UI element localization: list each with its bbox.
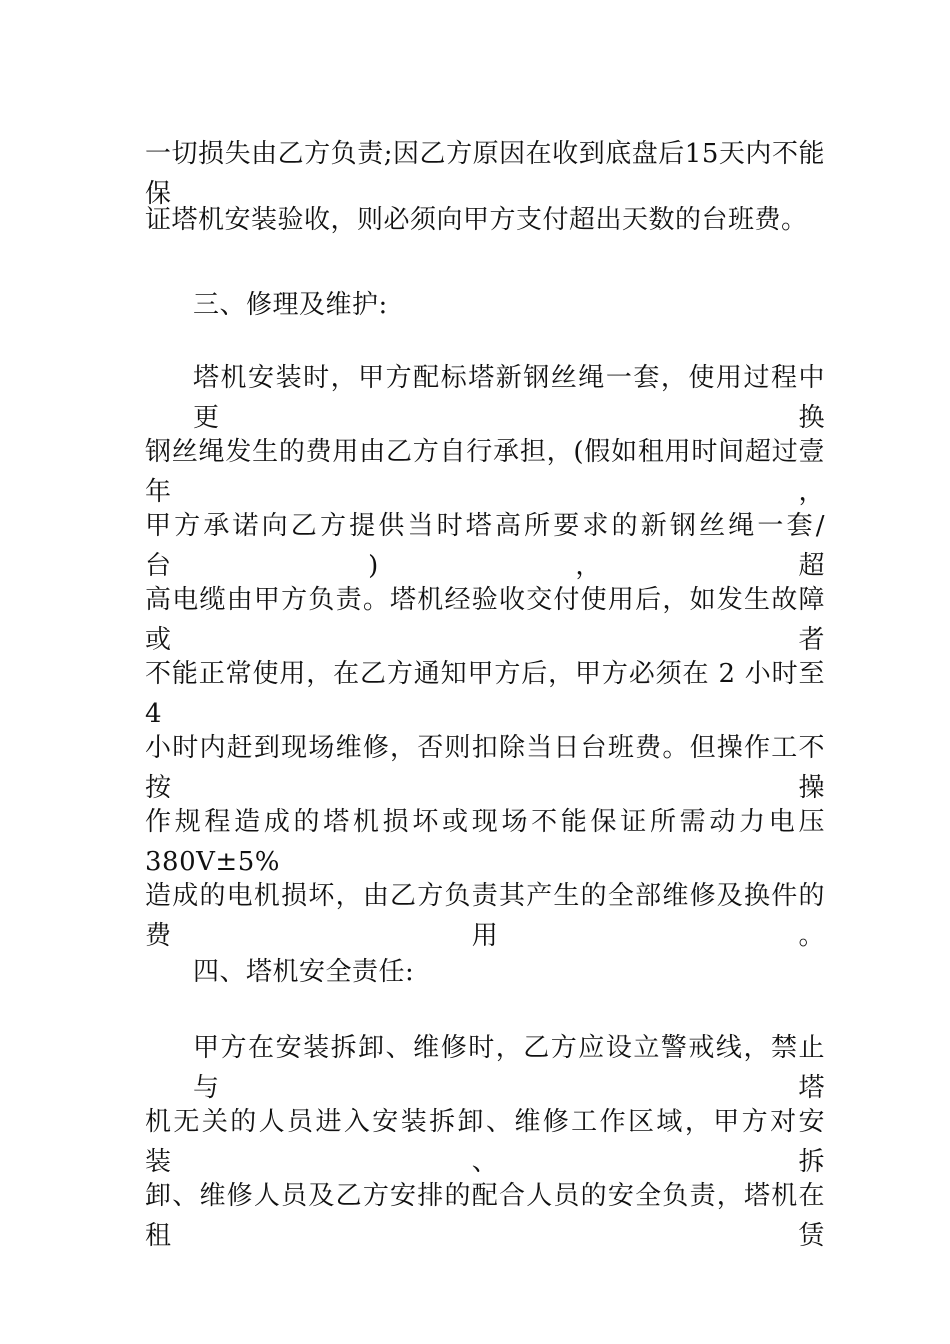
paragraph-line: 造成的电机损坏，由乙方负责其产生的全部维修及换件的费用。 bbox=[145, 881, 825, 951]
paragraph-line: 小时内赶到现场维修，否则扣除当日台班费。但操作工不按操 bbox=[145, 733, 825, 803]
paragraph-line: 机无关的人员进入安装拆卸、维修工作区域，甲方对安装、拆 bbox=[145, 1107, 825, 1177]
paragraph-line: 甲方承诺向乙方提供当时塔高所要求的新钢丝绳一套/台)，超 bbox=[145, 511, 825, 581]
paragraph-line: 卸、维修人员及乙方安排的配合人员的安全负责，塔机在租赁 bbox=[145, 1181, 825, 1251]
section-heading-repair: 三、修理及维护: bbox=[193, 290, 388, 320]
paragraph-line: 塔机安装时，甲方配标塔新钢丝绳一套，使用过程中更换 bbox=[193, 363, 825, 433]
paragraph-line: 一切损失由乙方负责;因乙方原因在收到底盘后15天内不能保 bbox=[145, 139, 825, 209]
paragraph-line: 作规程造成的塔机损坏或现场不能保证所需动力电压 380V±5% bbox=[145, 807, 825, 877]
section-heading-safety: 四、塔机安全责任: bbox=[193, 957, 415, 987]
paragraph-line: 不能正常使用，在乙方通知甲方后，甲方必须在 2 小时至 4 bbox=[145, 659, 825, 729]
paragraph-line: 钢丝绳发生的费用由乙方自行承担，(假如租用时间超过壹年， bbox=[145, 437, 825, 507]
paragraph-line: 高电缆由甲方负责。塔机经验收交付使用后，如发生故障或者 bbox=[145, 585, 825, 655]
paragraph-line: 证塔机安装验收，则必须向甲方支付超出天数的台班费。 bbox=[145, 205, 808, 235]
paragraph-line: 甲方在安装拆卸、维修时，乙方应设立警戒线，禁止与塔 bbox=[193, 1033, 825, 1103]
